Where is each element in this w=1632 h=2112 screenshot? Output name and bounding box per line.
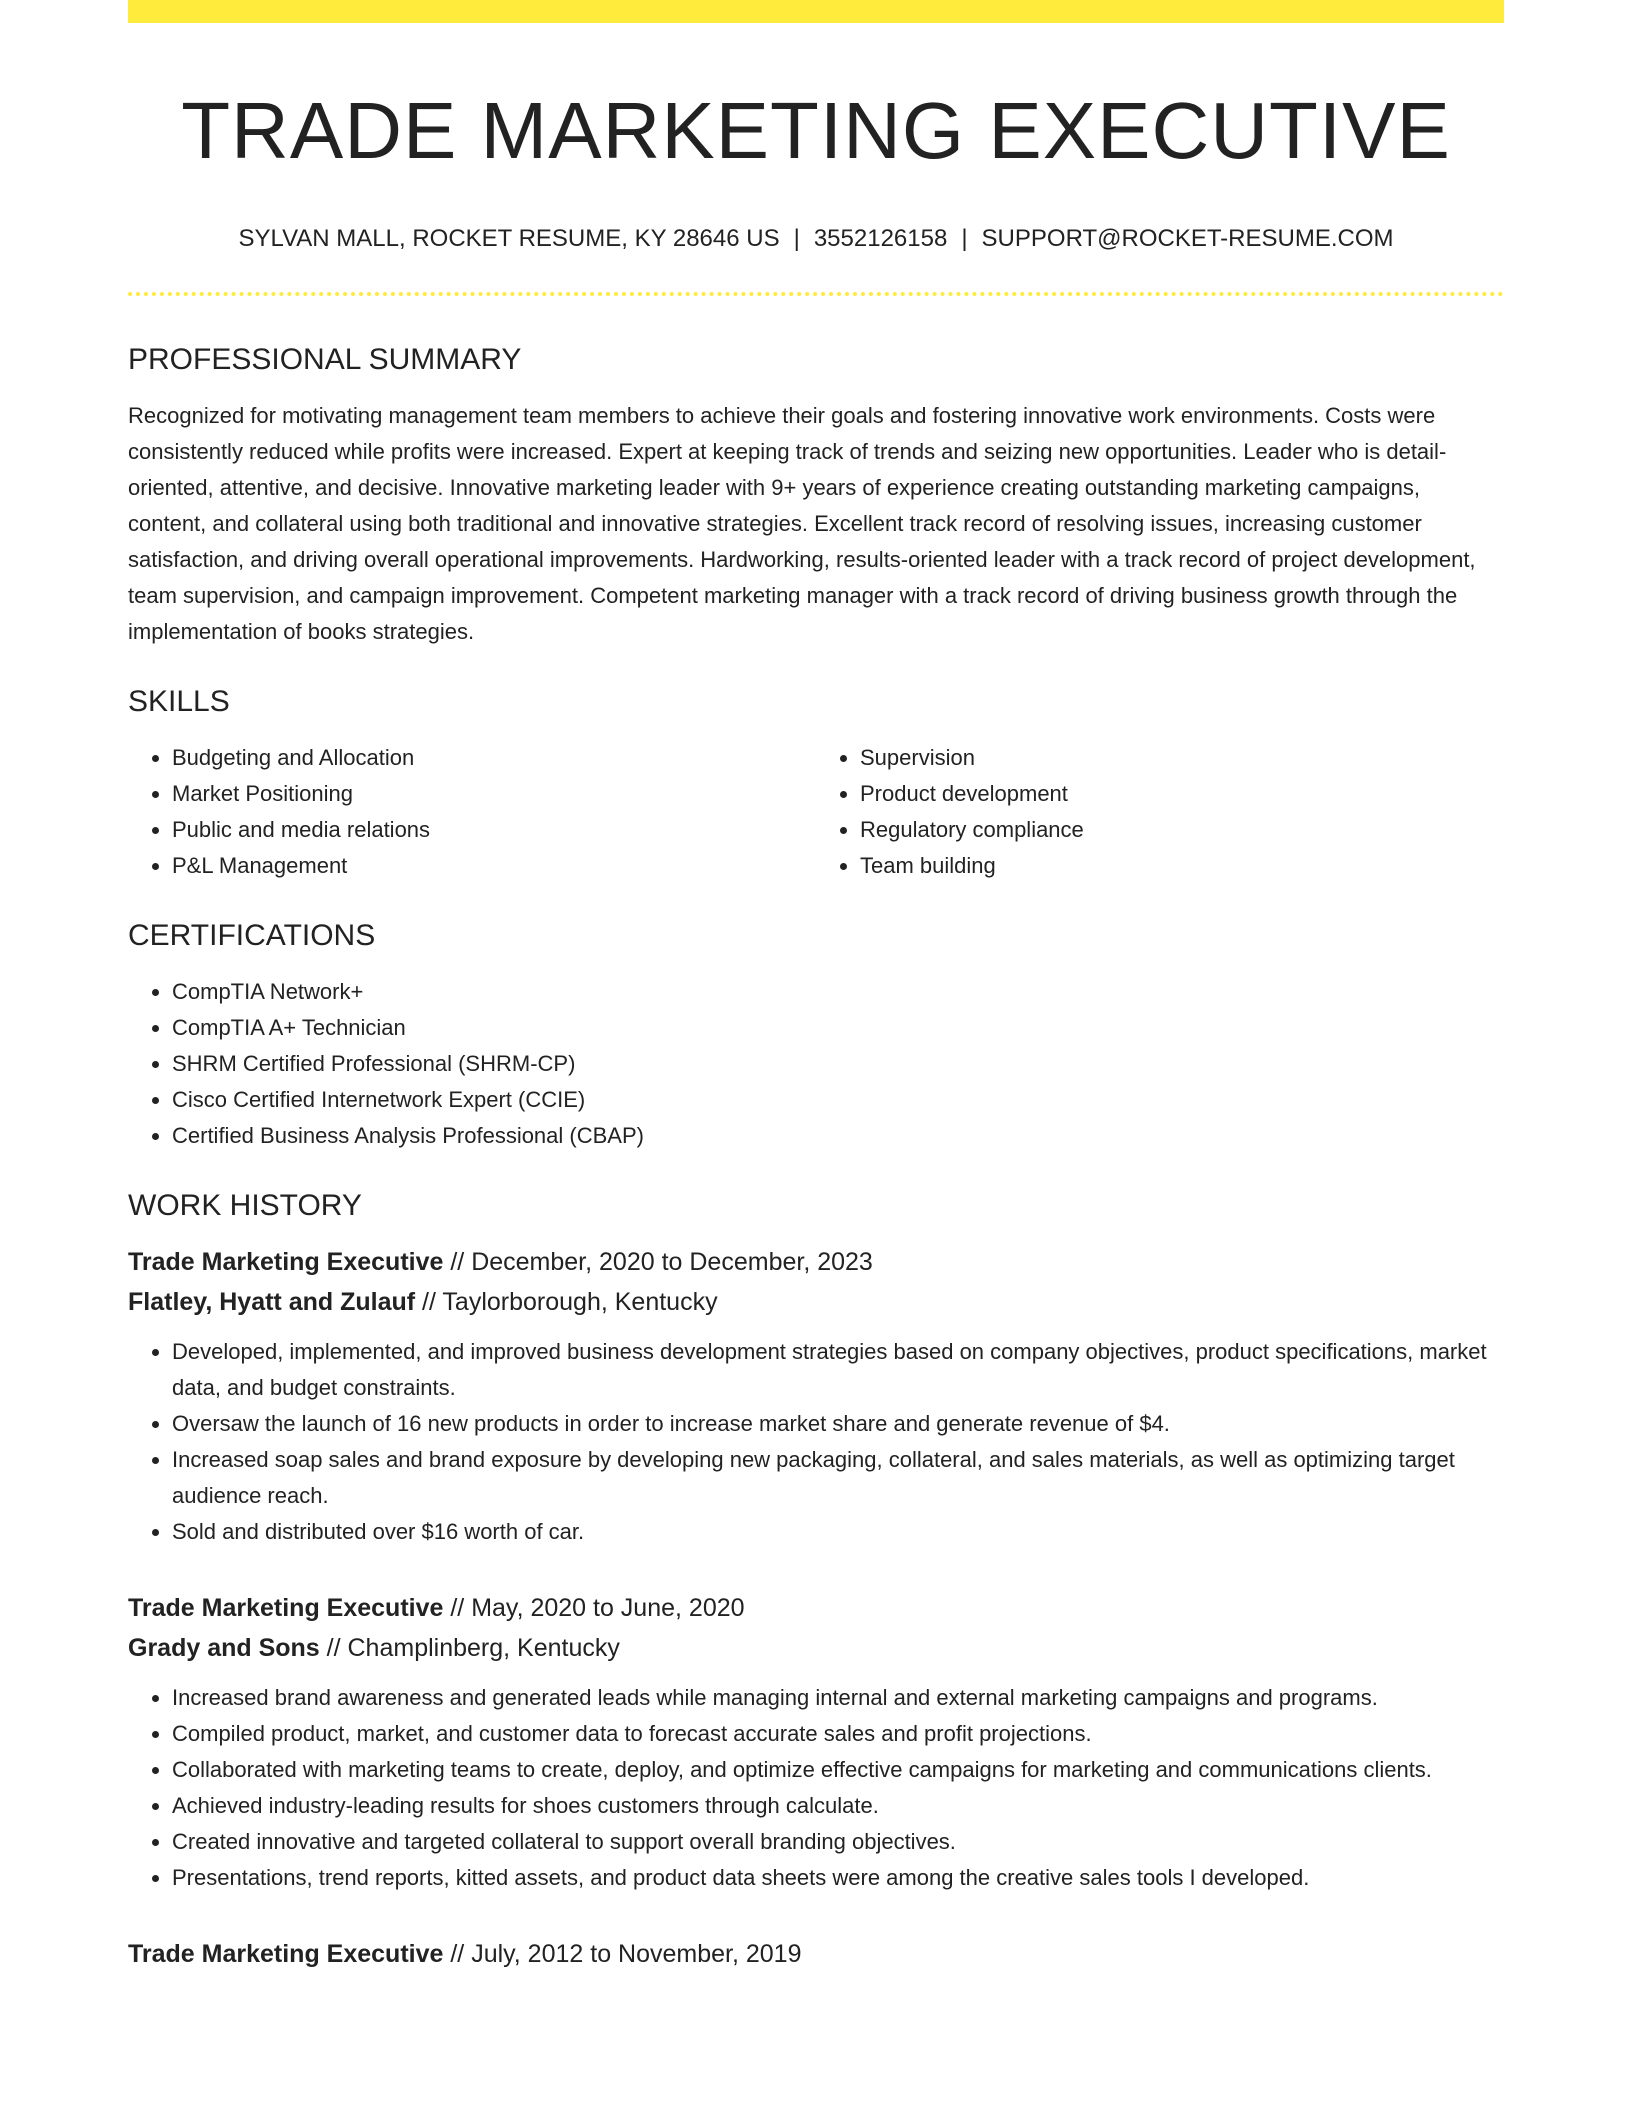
skills-list-left — [128, 740, 816, 884]
job-title: Trade Marketing Executive — [128, 1594, 444, 1623]
job-entry — [128, 1934, 1504, 1974]
job-entry — [128, 1242, 1504, 1550]
certification-item: • CompTIA Network+ — [172, 974, 1504, 1010]
section-heading-skills: SKILLS — [128, 685, 230, 719]
job-company-line — [128, 1628, 1504, 1668]
job-entry — [128, 1588, 1504, 1896]
job-bullet: • Developed, implemented, and improved business development strategies based on company objectives, product specifications, market data, and budget constraints. — [172, 1334, 1504, 1406]
certification-item: • SHRM Certified Professional (SHRM-CP) — [172, 1046, 1504, 1082]
job-bullet: • Increased soap sales and brand exposure by developing new packaging, collateral, and sales materials, as well as optimizing target audience reach. — [172, 1442, 1504, 1514]
job-location: // Taylorborough, Kentucky — [415, 1288, 718, 1317]
summary-text: Recognized for motivating management team members to achieve their goals and fostering innovative work environments. Costs were consistently reduced while profits were increased. Expert at keeping track of trends and seizing new opportunities. Leader who is detail-oriented, attentive, and decisive. Innovative marketing leader with 9+ years of experience creating outstanding marketing campaigns, content, and collateral using both traditional and innovative strategies. Excellent track record of resolving issues, increasing customer satisfaction, and driving overall operational improvements. Hardworking, results-oriented leader with a track record of project development, team supervision, and campaign improvement. Competent marketing manager with a track record of driving business growth through the implementation of books strategies. — [128, 403, 1476, 645]
section-heading-summary: PROFESSIONAL SUMMARY — [128, 343, 522, 377]
skill-item: • Regulatory compliance — [860, 812, 1504, 848]
job-bullets — [128, 1334, 1504, 1550]
job-dates: // July, 2012 to November, 2019 — [443, 1940, 802, 1969]
job-bullets — [128, 1680, 1504, 1896]
contact-separator: | — [961, 225, 968, 252]
skill-item: • Product development — [860, 776, 1504, 812]
job-title-line — [128, 1588, 1504, 1628]
job-title-line — [128, 1934, 1504, 1974]
job-bullet: • Presentations, trend reports, kitted assets, and product data sheets were among the creative sales tools I developed. — [172, 1860, 1504, 1896]
job-company: Flatley, Hyatt and Zulauf — [128, 1288, 416, 1317]
job-title: Trade Marketing Executive — [128, 1248, 444, 1277]
accent-top-bar — [128, 0, 1504, 23]
job-bullet: • Created innovative and targeted collateral to support overall branding objectives. — [172, 1824, 1504, 1860]
certification-item: • Cisco Certified Internetwork Expert (CCIE) — [172, 1082, 1504, 1118]
certification-item: • CompTIA A+ Technician — [172, 1010, 1504, 1046]
skill-item: • Supervision — [860, 740, 1504, 776]
job-bullet: • Collaborated with marketing teams to create, deploy, and optimize effective campaigns for marketing and communications clients. — [172, 1752, 1504, 1788]
contact-phone: 3552126158 — [813, 225, 948, 252]
job-title-line — [128, 1242, 1504, 1282]
contact-address: SYLVAN MALL, ROCKET RESUME, KY 28646 US — [238, 225, 780, 252]
job-dates: // December, 2020 to December, 2023 — [443, 1248, 873, 1277]
page-title: TRADE MARKETING EXECUTIVE — [181, 86, 1451, 175]
skill-item: • Team building — [860, 848, 1504, 884]
contact-separator: | — [793, 225, 800, 252]
skill-item: • Budgeting and Allocation — [172, 740, 816, 776]
job-bullet: • Increased brand awareness and generated leads while managing internal and external marketing campaigns and programs. — [172, 1680, 1504, 1716]
skill-item: • Public and media relations — [172, 812, 816, 848]
job-company-line — [128, 1282, 1504, 1322]
skills-columns — [128, 720, 1504, 884]
certification-item: • Certified Business Analysis Professional (CBAP) — [172, 1118, 1504, 1154]
job-location: // Champlinberg, Kentucky — [319, 1634, 620, 1663]
job-bullet: • Compiled product, market, and customer data to forecast accurate sales and profit projections. — [172, 1716, 1504, 1752]
skills-list-right — [816, 740, 1504, 884]
job-bullet: • Sold and distributed over $16 worth of car. — [172, 1514, 1504, 1550]
job-title: Trade Marketing Executive — [128, 1940, 444, 1969]
skill-item: • P&L Management — [172, 848, 816, 884]
job-dates: // May, 2020 to June, 2020 — [443, 1594, 745, 1623]
job-bullet: • Oversaw the launch of 16 new products in order to increase market share and generate revenue of $4. — [172, 1406, 1504, 1442]
certifications-list — [128, 974, 1504, 1154]
section-heading-certifications: CERTIFICATIONS — [128, 919, 376, 953]
resume-page — [128, 0, 1504, 1974]
contact-email: SUPPORT@ROCKET-RESUME.COM — [981, 225, 1394, 252]
job-bullet: • Achieved industry-leading results for shoes customers through calculate. — [172, 1788, 1504, 1824]
dotted-divider — [128, 292, 1504, 296]
contact-line — [128, 223, 1504, 254]
job-company: Grady and Sons — [128, 1634, 320, 1663]
section-heading-work-history: WORK HISTORY — [128, 1189, 362, 1223]
skill-item: • Market Positioning — [172, 776, 816, 812]
